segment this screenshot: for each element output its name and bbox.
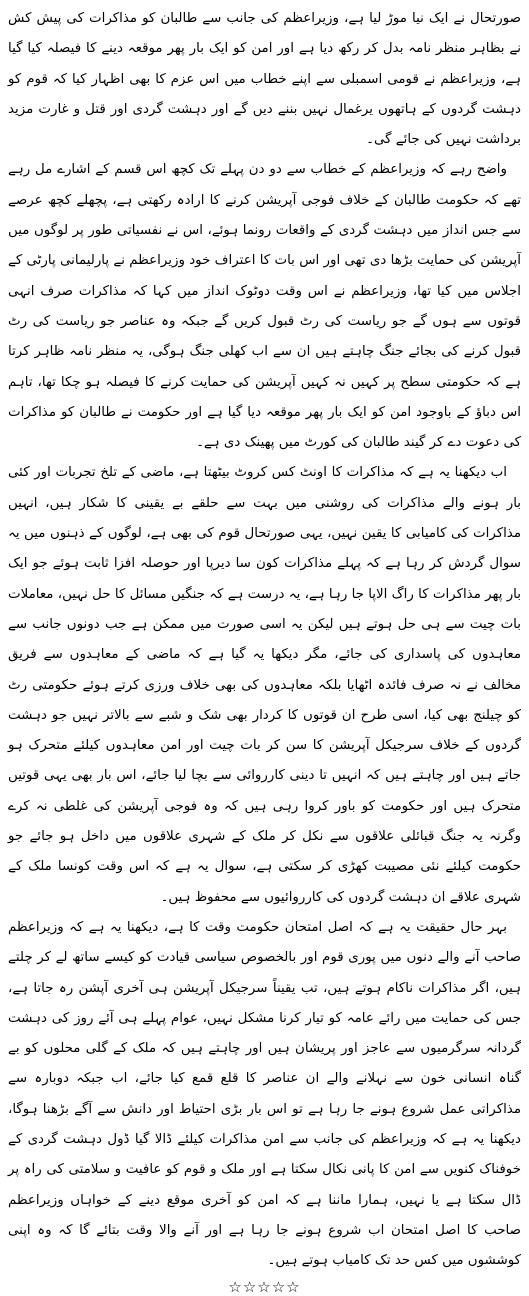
paragraph-2: واضح رہے کہ وزیراعظم کے خطاب سے دو دن پہلے تک کچھ اس قسم کے اشارے مل رہے تھے کہ حکومت طالبان کے خلاف فوجی آپریشن کرنے کا ارادہ رکھتی ہے، پچھلے کچھ عرصے سے جس انداز میں دہشت گردی کے واقعات رونما ہوئے، اس نے نفسیاتی طور پر لوگوں میں آپریشن کی حمایت بڑھا دی تھی اور اس بات کا اعتراف خود وزیراعظم نے پارلیمانی پارٹی کے اجلاس میں کیا تھا، وزیراعظم نے اس وقت دوٹوک انداز میں کہا کہ مذاکرات صرف انہی قوتوں سے ہوں گے جو ریاست کی رٹ قبول کریں گے جبکہ وہ عناصر جو ریاست کی رٹ قبول کرنے کی بجائے جنگ چاہتے ہیں ان سے اب کھلی جنگ ہوگی، یہ منظر نامہ ظاہر کرتا ہے کہ حکومتی سطح پر کہیں نہ کہیں آپریشن کی حمایت کرنے کا فیصلہ ہو چکا تھا، تاہم اس دباؤ کے باوجود امن کو ایک بار پھر موقعہ دیا گیا ہے اور حکومت نے طالبان کو مذاکرات کی دعوت دے کر گیند طالبان کی کورٹ میں پھینک دی ہے۔ — [8, 162, 521, 451]
paragraph-4: بہر حال حقیقت یہ ہے کہ اصل امتحان حکومت وقت کا ہے، دیکھنا یہ ہے کہ وزیراعظم صاحب آنے والے دنوں میں پوری قوم اور بالخصوص سیاسی قیادت کو کیسے ساتھ لے کر چلتے ہیں، اگر مذاکرات ناکام ہوتے ہیں، تب یقیناً سرجیکل آپریشن ہی آخری آپشن رہ جاتا ہے، جس کی حمایت میں رائے عامہ کو تیار کرنا مشکل نہیں، عوام پہلے ہی آئے روز کی دہشت گردانہ سرگرمیوں سے عاجز اور پریشان ہیں اور چاہتے ہیں کہ ملک کے گلی محلوں کو بے گناہ انسانی خون سے نہلانے والے ان عناصر کا قلع قمع کیا جائے، اب جبکہ دوبارہ سے مذاکراتی عمل شروع ہونے جا رہا ہے تو اس بار بڑی احتیاط اور دانش سے آگے بڑھنا ہوگا، دیکھنا یہ ہے کہ وزیراعظم کی جانب سے امن مذاکرات کیلئے ڈالا گیا ڈول دہشت گردی کے خوفناک کنویں سے امن کا پانی نکال سکتا ہے اور ملک و قوم کو عافیت و سلامتی کی راہ پر ڈال سکتا ہے یا نہیں، ہمارا ماننا ہے کہ امن کو آخری موقع دینے کے خواہاں وزیراعظم صاحب کا اصل امتحان اب شروع ہونے جا رہا ہے اور آنے والا وقت بتائے گا کہ وہ اپنی کوششوں میں کس حد تک کامیاب ہوتے ہیں۔ — [8, 919, 521, 1269]
paragraph-3: اب دیکھنا یہ ہے کہ مذاکرات کا اونٹ کس کروٹ بیٹھتا ہے، ماضی کے تلخ تجربات اور کئی بار ہونے والے مذاکرات کی روشنی میں بہت سے حلقے بے یقینی کا شکار ہیں، انہیں مذاکرات کی کامیابی کا یقین نہیں، یہی صورتحال قوم کی بھی ہے، لوگوں کے ذہنوں میں یہ سوال گردش کر رہا ہے کہ پہلے مذاکرات کون سا دیرپا اور حوصلہ افزا ثابت ہوئے جو ایک بار پھر مذاکرات کا راگ الاپا جا رہا ہے، یہ درست ہے کہ جنگیں مسائل کا حل نہیں، معاملات بات چیت سے ہی حل ہوتے ہیں لیکن یہ اسی صورت میں ممکن ہے جب دونوں جانب سے معاہدوں کی پاسداری کی جائے، مگر دیکھا یہ گیا ہے کہ ماضی کے معاہدوں سے فریق مخالف نے نہ صرف فائدہ اٹھایا بلکہ معاہدوں کی بھی خلاف ورزی کرتے ہوئے حکومتی رٹ کو چیلنج بھی کیا، اسی طرح ان قوتوں کا کردار بھی شک و شبے سے بالاتر نہیں جو دہشت گردوں کے خلاف سرجیکل آپریشن کا سن کر بات چیت اور امن معاہدوں کیلئے متحرک ہو جاتے ہیں اور چاہتے ہیں کہ انہیں تا دینی کارروائی سے بچا لیا جائے، اس بار بھی یہی قوتیں متحرک ہیں اور حکومت کو باور کروا رہی ہیں کہ وہ فوجی آپریشن کی غلطی نہ کرے وگرنہ یہ جنگ قبائلی علاقوں سے نکل کر ملک کے شہری علاقوں میں داخل ہو جائے جو حکومت کیلئے نئی مصیبت کھڑی کر سکتی ہے، سوال یہ ہے کہ اس وقت کونسا ملک کے شہری علاقے ان دہشت گردوں کی کارروائیوں سے محفوظ ہیں۔ — [8, 465, 521, 905]
paragraph-1: صورتحال نے ایک نیا موڑ لیا ہے، وزیراعظم کی جانب سے طالبان کو مذاکرات کی پیش کش نے بظاہر منظر نامہ بدل کر رکھ دیا ہے اور امن کو ایک بار پھر موقعہ دینے کا فیصلہ کیا گیا ہے، وزیراعظم نے قومی اسمبلی سے اپنے خطاب میں اس عزم کا بھی اظہار کیا کہ قوم کو دہشت گردوں کے ہاتھوں یرغمال نہیں بننے دیں گے اور دہشت گردی اور قتل و غارت مزید برداشت نہیں کی جائے گی۔ — [8, 11, 521, 148]
end-stars: ☆☆☆☆☆ — [228, 1278, 301, 1296]
